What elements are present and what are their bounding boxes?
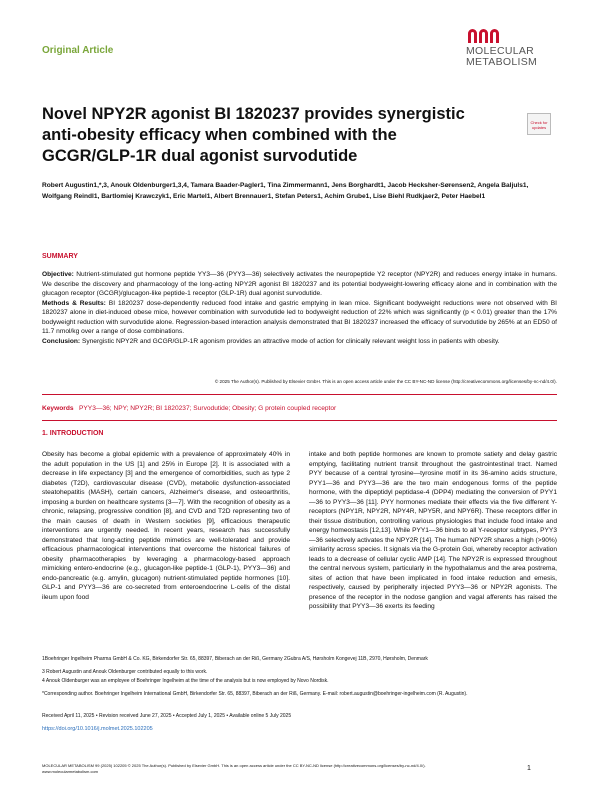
keywords-line: [42, 405, 557, 412]
introduction-heading: 1. INTRODUCTION: [42, 430, 104, 437]
summary-heading: SUMMARY: [42, 253, 78, 260]
intro-column-right: [309, 450, 557, 612]
intro-paragraph-left: Obesity has become a global epidemic with a prevalence of approximately 40% in the adult population in the US [1] and 25% in Europe [2]. It is associated with a decrease in life expectancy [3] and the emergence of comorbidities, such as type 2 diabetes (T2D), cardiovascular disease (CVD), metabolic dysfunction-associated steatohepatitis (MASH), certain cancers, Alzheimer's disease, and osteoarthritis, imposing a burden on healthcare systems [3—7]. With the recognition of obesity as a chronic, relapsing, progressive condition [8], and CVD and T2D representing two of the main causes of death in Western societies [9], efficacious therapeutic interventions are urgently needed. In recent years, research has successfully demonstrated that long-acting peptide mimetics are well-tolerated and provide efficacious pharmacological interventions that overcome the historical failures of obesity pharmacotherapies by leveraging a pharmacology-based approach mimicking entero-endocrine (e.g., glucagon-like peptide-1 (GLP-1), PYY3—36) and endo-pancreatic (e.g. amylin, glucagon) nutrient-stimulated peptide hormones [10]. GLP-1 and PYY3—36 are co-secreted from enteroendocrine L-cells of the distal ileum upon food: [42, 451, 290, 601]
footer-website[interactable]: www.molecularmetabolism.com: [42, 769, 99, 774]
objective-label: Objective:: [42, 271, 74, 278]
article-title: Novel NPY2R agonist BI 1820237 provides synergistic anti-obesity efficacy when combined with the GCGR/GLP-1R dual agonist survodutide: [42, 105, 465, 165]
journal-name-line1: MOLECULAR: [466, 45, 535, 57]
keywords-values: PYY3—36; NPY; NPY2R; BI 1820237; Survodutide; Obesity; G protein coupled receptor: [79, 405, 337, 412]
divider-bottom: [42, 420, 557, 421]
keywords-label: Keywords: [42, 405, 74, 412]
author-list: Robert Augustin1,*,3, Anouk Oldenburger1,3,4, Tamara Baader-Pagler1, Tina Zimmermann1, Jens Borghardt1, Jacob Hecksher-Sørensen2, Angela Baljuls1, Wolfgang Reindl1, Bartlomiej Krawczyk1, Eric Martel1, Albert Brennauer1, Stefan Peters1, Achim Grube1, Lise Biehl Rudkjaer2, Peter Haebel1: [42, 182, 529, 200]
journal-logo-mark-icon: [468, 27, 562, 43]
conclusion-label: Conclusion:: [42, 337, 81, 345]
journal-name-line2: METABOLISM: [466, 56, 538, 68]
footer-citation: MOLECULAR METABOLISM 99 (2025) 102205 © 2025 The Author(s). Published by Elsevier GmbH. This is an open access article under the CC BY-NC-ND license (http://creativecommons.org/licenses/by-nc-nd/4.0/).: [42, 763, 426, 768]
page-footer: [42, 763, 532, 775]
affiliations: 1Boehringer Ingelheim Pharma GmbH & Co. KG, Birkendorfer Str. 65, 88397, Biberach an der Riß, Germany 2Gubra A/S, Hørsholm Kongevej 11B, 2970, Hørsholm, Denmark: [42, 656, 428, 662]
objective-text: Nutrient-stimulated gut hormone peptide YY3—36 (PYY3—36) selectively activates the neuropeptide Y2 receptor (NPY2R) and reduces energy intake in humans. We describe the discovery and pharmacology of the long-acting NPY2R agonist BI 1820237 and its potential bodyweight-lowering efficacy alone and in combination with the glucagon receptor (GCGR)/glucagon-like peptide-1 receptor (GLP-1R) dual agonist survodutide.: [42, 271, 557, 297]
journal-logo[interactable]: [466, 27, 562, 68]
crossmark-icon[interactable]: Check for updates: [527, 113, 551, 135]
summary-objective: [42, 270, 557, 299]
divider-top: [42, 394, 557, 395]
license-statement: © 2025 The Author(s). Published by Elsevier GmbH. This is an open access article under the CC BY-NC-ND license (http://creativecommons.org/licenses/by-nc-nd/4.0/).: [214, 379, 557, 384]
summary-body: [42, 270, 557, 346]
corresponding-author: *Corresponding author. Boehringer Ingelheim International GmbH, Birkendorfer Str. 65, 88397, Biberach an der Riß, Germany. E-mail: robert.augustin@boehringer-ingelheim.com (R. Augustin).: [42, 691, 468, 697]
methods-text: BI 1820237 dose-dependently reduced food intake and gastric emptying in lean mice. Significant bodyweight reductions were not observed with BI 1820237 alone in diet-induced obese mice, however combination with survodutide led to bodyweight reduction of 22% which was significantly (p < 0.01) greater than the 17% bodyweight reduction with survodutide alone. Regression-based interaction analysis demonstrated that BI 1820237 increased the efficacy of survodutide by 265% at an ED50 of 11.7 nmol/kg over a range of dose combinations.: [42, 299, 558, 335]
article-dates: Received April 11, 2025 • Revision received June 27, 2025 • Accepted July 1, 2025 • Available online 5 July 2025: [42, 713, 292, 719]
page-number: 1: [527, 765, 531, 772]
summary-conclusion: [42, 337, 557, 347]
intro-paragraph-right: intake and both peptide hormones are known to promote satiety and delay gastric emptying, facilitating nutrient transit throughout the gastrointestinal tract. Named PYY because of a central tyrosine—tyrosine motif in its 36-amino acids structure, PYY1—36 and PYY3—36 are the two main endogenous forms of the peptide hormone, with the dipeptidyl peptidase-4 (DPP4) mediating the conversion of PYY1—36 to PYY3—36 [11]. PYY hormones mediate their effects via the five different Y-receptors (NPY1R, NPY2R, NPY4R, NPY5R, and NPY6R). These receptors differ in their tissue distribution, controlling various physiologies that include food intake and energy homeostasis [12,13]. While PYY1—36 binds to all Y-receptor subtypes, PYY3—36 selectively activates the NPY2R [14]. The human NPY2R shares a high (>90%) similarity across species. It signals via the G-protein Gαi, whereby receptor activation leads to a decrease of cellular cyclic AMP [14]. The NPY2R is expressed throughout the central nervous system, particularly in the hypothalamus and the area postrema, sites of action that have been implicated in food intake reduction and emesis, respectively, caused by peripherally injected PYY3—36 or NPY2R agonists. The presence of the receptor in the nodose ganglion and vagal afferents has raised the possibility that PYY3—36 exerts its feeding: [309, 451, 557, 610]
footnote-employment: 4 Anouk Oldenburger was an employee of Boehringer Ingelheim at the time of the analysis but is now employed by Novo Nordisk.: [42, 678, 329, 684]
article-type: Original Article: [42, 45, 114, 56]
intro-column-left: [42, 450, 290, 602]
doi-link[interactable]: https://doi.org/10.1016/j.molmet.2025.102205: [42, 726, 153, 732]
methods-label: Methods & Results:: [42, 299, 106, 307]
conclusion-text: Synergistic NPY2R and GCGR/GLP-1R agonism provides an attractive mode of action for clinically relevant weight loss in patients with obesity.: [80, 337, 500, 345]
summary-methods: [42, 299, 557, 337]
footnote-equal-contribution: 3 Robert Augustin and Anouk Oldenburger contributed equally to this work.: [42, 669, 208, 675]
